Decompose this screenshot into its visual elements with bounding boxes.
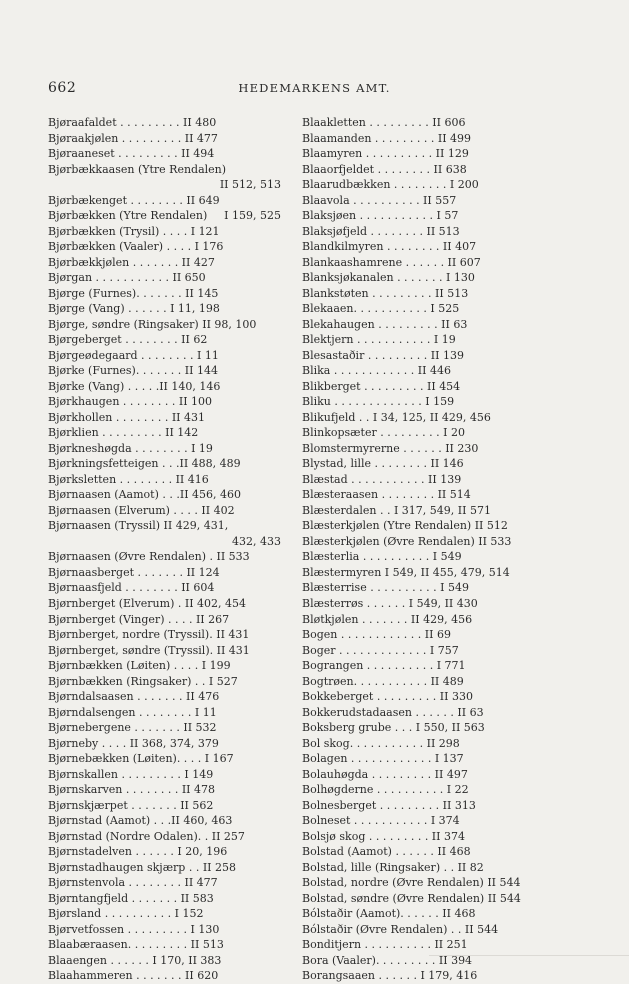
index-entry: Blekaaen. . . . . . . . . . . I 525 [302, 302, 460, 316]
index-entry: Bograngen . . . . . . . . . . I 771 [302, 659, 466, 673]
index-entry: Bolnesberget . . . . . . . . . II 313 [302, 798, 476, 812]
index-entry: Bolneset . . . . . . . . . . . I 374 [302, 814, 460, 828]
index-entry: Bjøraakjølen . . . . . . . . . II 477 [48, 131, 218, 145]
index-entry: 432, 433 [232, 534, 281, 548]
index-entry: Bjørge, søndre (Ringsaker) II 98, 100 [48, 317, 257, 331]
index-entry: Bolsjø skog . . . . . . . . . II 374 [302, 829, 465, 843]
index-entry: Bjørbækken (Vaaler) . . . . I 176 [48, 240, 224, 254]
index-entry: Blektjern . . . . . . . . . . . I 19 [302, 333, 456, 347]
index-entry: Bjørnstadelven . . . . . . I 20, 196 [48, 845, 228, 859]
index-entry: Bjørvetfossen . . . . . . . . . I 130 [48, 922, 220, 936]
index-entry: Bjørnberget, nordre (Tryssil). II 431 [48, 628, 250, 642]
index-entry: Bjørnstadhaugen skjærp . . II 258 [48, 860, 237, 874]
index-entry: Blankstøten . . . . . . . . . II 513 [302, 286, 469, 300]
index-entry: Blæsterkjølen (Ytre Rendalen) II 512 [302, 519, 508, 533]
index-entry: Bogen . . . . . . . . . . . . II 69 [302, 628, 451, 642]
index-entry: Blomstermyrerne . . . . . . II 230 [302, 441, 479, 455]
index-entry: Blikufjeld . . I 34, 125, II 429, 456 [302, 410, 491, 424]
index-entry: Bolauhøgda . . . . . . . . . II 497 [302, 767, 468, 781]
index-entry: Bjørnaasberget . . . . . . . II 124 [48, 565, 220, 579]
index-entry: Blæstermyren I 549, II 455, 479, 514 [302, 565, 510, 579]
index-entry: Bjørnbækken (Ringsaker) . . I 527 [48, 674, 238, 688]
index-entry: Bjørklien . . . . . . . . . II 142 [48, 426, 199, 440]
index-entry: Blaakletten . . . . . . . . . II 606 [302, 116, 466, 129]
index-entry: Bjørke (Vang) . . . . .II 140, 146 [48, 379, 221, 393]
index-entry: Blekahaugen . . . . . . . . . II 63 [302, 317, 468, 331]
index-entry: Bjørnaasfjeld . . . . . . . . II 604 [48, 581, 215, 595]
index-entry: Blaarudbækken . . . . . . . . I 200 [302, 178, 479, 192]
index-entry: Bjørnberget, søndre (Tryssil). II 431 [48, 643, 250, 657]
index-entry: Bjørntangfjeld . . . . . . . II 583 [48, 891, 214, 905]
index-entry: Bora (Vaaler). . . . . . . . . II 394 [302, 953, 473, 967]
index-entry: Bjørnebergene . . . . . . . II 532 [48, 721, 217, 735]
index-entry: Blaamanden . . . . . . . . . II 499 [302, 131, 472, 145]
index-entry: Bjørndalsaasen . . . . . . . II 476 [48, 690, 220, 704]
index-entry: Bjørnaasen (Tryssil) II 429, 431, [48, 519, 229, 533]
index-entry: Blaamyren . . . . . . . . . . II 129 [302, 147, 469, 161]
index-entry: Bjørsland . . . . . . . . . . I 152 [48, 907, 204, 921]
index-entry: Bjørgan . . . . . . . . . . . II 650 [48, 271, 206, 285]
index-entry: Bjørneby . . . . II 368, 374, 379 [48, 736, 219, 750]
index-entry: Blæsterlia . . . . . . . . . . I 549 [302, 550, 462, 564]
index-entry: Bjørnstenvola . . . . . . . . II 477 [48, 876, 218, 890]
index-entry: Blaksjøen . . . . . . . . . . . I 57 [302, 209, 459, 223]
index-entry: Blæsterrøs . . . . . . I 549, II 430 [302, 596, 478, 610]
page-edge-mark [429, 955, 629, 983]
index-column-left [48, 115, 281, 984]
index-entry [48, 208, 281, 224]
running-head: HEDEMARKENS AMT. [238, 81, 391, 95]
index-entry: Blystad, lille . . . . . . . . II 146 [302, 457, 464, 471]
index-entry: Blesastaðir . . . . . . . . . II 139 [302, 348, 464, 362]
index-entry: Blankaashamrene . . . . . . II 607 [302, 255, 481, 269]
index-entry: Bjørbækkaasen (Ytre Rendalen) [48, 162, 227, 176]
index-entry: Blaavola . . . . . . . . . . II 557 [302, 193, 457, 207]
index-entry: Bolstad, søndre (Øvre Rendalen) II 544 [302, 891, 521, 905]
index-entry: Bjørbækenget . . . . . . . . II 649 [48, 193, 220, 207]
index-entry: Blinkopsæter . . . . . . . . . I 20 [302, 426, 465, 440]
index-entry: Bolstad, nordre (Øvre Rendalen) II 544 [302, 876, 521, 890]
index-entry: Blæsterkjølen (Øvre Rendalen) II 533 [302, 534, 512, 548]
index-entry: Bokkerudstadaasen . . . . . . II 63 [302, 705, 484, 719]
index-entry: Bjørgeødegaard . . . . . . . . I 11 [48, 348, 219, 362]
index-entry: Bjørbækken (Trysil) . . . . I 121 [48, 224, 220, 238]
index-entry: Blaabæraasen. . . . . . . . . II 513 [48, 938, 224, 952]
index-entry: Bjøraaneset . . . . . . . . . II 494 [48, 147, 215, 161]
index-entry: Blika . . . . . . . . . . . . II 446 [302, 364, 451, 378]
index-entry: Bolstad, lille (Ringsaker) . . II 82 [302, 860, 484, 874]
index-entry: Borangsaaen . . . . . . I 179, 416 [302, 969, 478, 983]
index-entry: Bogtrøen. . . . . . . . . . . II 489 [302, 674, 464, 688]
index-entry: Bjørkhaugen . . . . . . . . II 100 [48, 395, 213, 409]
index-entry: Blanksjøkanalen . . . . . . . I 130 [302, 271, 475, 285]
index-entry-reference: I 159, 525 [224, 209, 281, 223]
index-entry: Bjørkningsfetteigen . . .II 488, 489 [48, 457, 241, 471]
index-entry: Blæsterdalen . . I 317, 549, II 571 [302, 503, 491, 517]
index-entry: Blæsteraasen . . . . . . . . II 514 [302, 488, 471, 502]
index-entry: Blaaorfjeldet . . . . . . . . II 638 [302, 162, 467, 176]
index-entry: Bjørkhollen . . . . . . . . II 431 [48, 410, 206, 424]
index-entry: Bjørge (Vang) . . . . . . I 11, 198 [48, 302, 220, 316]
index-entry: Bjørnstad (Aamot) . . .II 460, 463 [48, 814, 233, 828]
index-entry: Bokkeberget . . . . . . . . . II 330 [302, 690, 473, 704]
index-entry: Bjørnbækken (Løiten) . . . . I 199 [48, 659, 231, 673]
index-entry: Bjørnskallen . . . . . . . . . I 149 [48, 767, 214, 781]
index-entry: Bjørnskjærpet . . . . . . . II 562 [48, 798, 214, 812]
index-entry-term: Bjørbækken (Ytre Rendalen) [48, 209, 208, 223]
index-entry: Blaaengen . . . . . . I 170, II 383 [48, 953, 222, 967]
index-entry: Bjørke (Furnes). . . . . . . II 144 [48, 364, 218, 378]
index-entry: Bol skog. . . . . . . . . . . II 298 [302, 736, 460, 750]
index-column-right [302, 115, 534, 984]
index-entry: Bjørkneshøgda . . . . . . . . I 19 [48, 441, 213, 455]
index-entry: Blaahammeren . . . . . . . II 620 [48, 969, 219, 983]
index-entry: Boksberg grube . . . I 550, II 563 [302, 721, 485, 735]
index-entry: Bonditjern . . . . . . . . . . II 251 [302, 938, 468, 952]
index-entry: Boger . . . . . . . . . . . . . I 757 [302, 643, 459, 657]
index-entry: Bjørnaasen (Øvre Rendalen) . II 533 [48, 550, 250, 564]
index-entry: II 512, 513 [219, 178, 281, 192]
index-entry: Bolagen . . . . . . . . . . . . I 137 [302, 752, 464, 766]
index-entry: Bjørnberget (Elverum) . II 402, 454 [48, 596, 247, 610]
index-entry: Bjøraafaldet . . . . . . . . . II 480 [48, 116, 217, 129]
index-entry: Blæsterrise . . . . . . . . . . I 549 [302, 581, 469, 595]
index-entry: Bjørnaasen (Aamot) . . .II 456, 460 [48, 488, 242, 502]
index-entry: Blandkilmyren . . . . . . . . II 407 [302, 240, 477, 254]
index-entry: Bjørbækkjølen . . . . . . . II 427 [48, 255, 215, 269]
index-entry: Bjørgeberget . . . . . . . . II 62 [48, 333, 208, 347]
index-entry: Bløtkjølen . . . . . . . II 429, 456 [302, 612, 473, 626]
index-entry: Bliku . . . . . . . . . . . . . I 159 [302, 395, 455, 409]
index-entry: Bjørksletten . . . . . . . . II 416 [48, 472, 209, 486]
index-entry: Bolstad (Aamot) . . . . . . II 468 [302, 845, 471, 859]
index-entry: Bjørndalsengen . . . . . . . . I 11 [48, 705, 217, 719]
index-entry: Bjørnberget (Vinger) . . . . II 267 [48, 612, 230, 626]
index-entry: Blæstad . . . . . . . . . . . II 139 [302, 472, 462, 486]
index-entry: Bjørnebækken (Løiten). . . . I 167 [48, 752, 234, 766]
index-entry: Bolhøgderne . . . . . . . . . . I 22 [302, 783, 469, 797]
index-entry: Bjørnaasen (Elverum) . . . . II 402 [48, 503, 235, 517]
index-entry: Bólstaðir (Øvre Rendalen) . . II 544 [302, 922, 499, 936]
index-entry: Bjørnskarven . . . . . . . . II 478 [48, 783, 216, 797]
index-entry: Blikberget . . . . . . . . . II 454 [302, 379, 461, 393]
index-entry: Bjørnstad (Nordre Odalen). . II 257 [48, 829, 245, 843]
index-entry: Bólstaðir (Aamot). . . . . . II 468 [302, 907, 476, 921]
page-number: 662 [48, 80, 77, 96]
index-entry: Blaksjøfjeld . . . . . . . . II 513 [302, 224, 460, 238]
index-entry: Bjørge (Furnes). . . . . . . II 145 [48, 286, 219, 300]
